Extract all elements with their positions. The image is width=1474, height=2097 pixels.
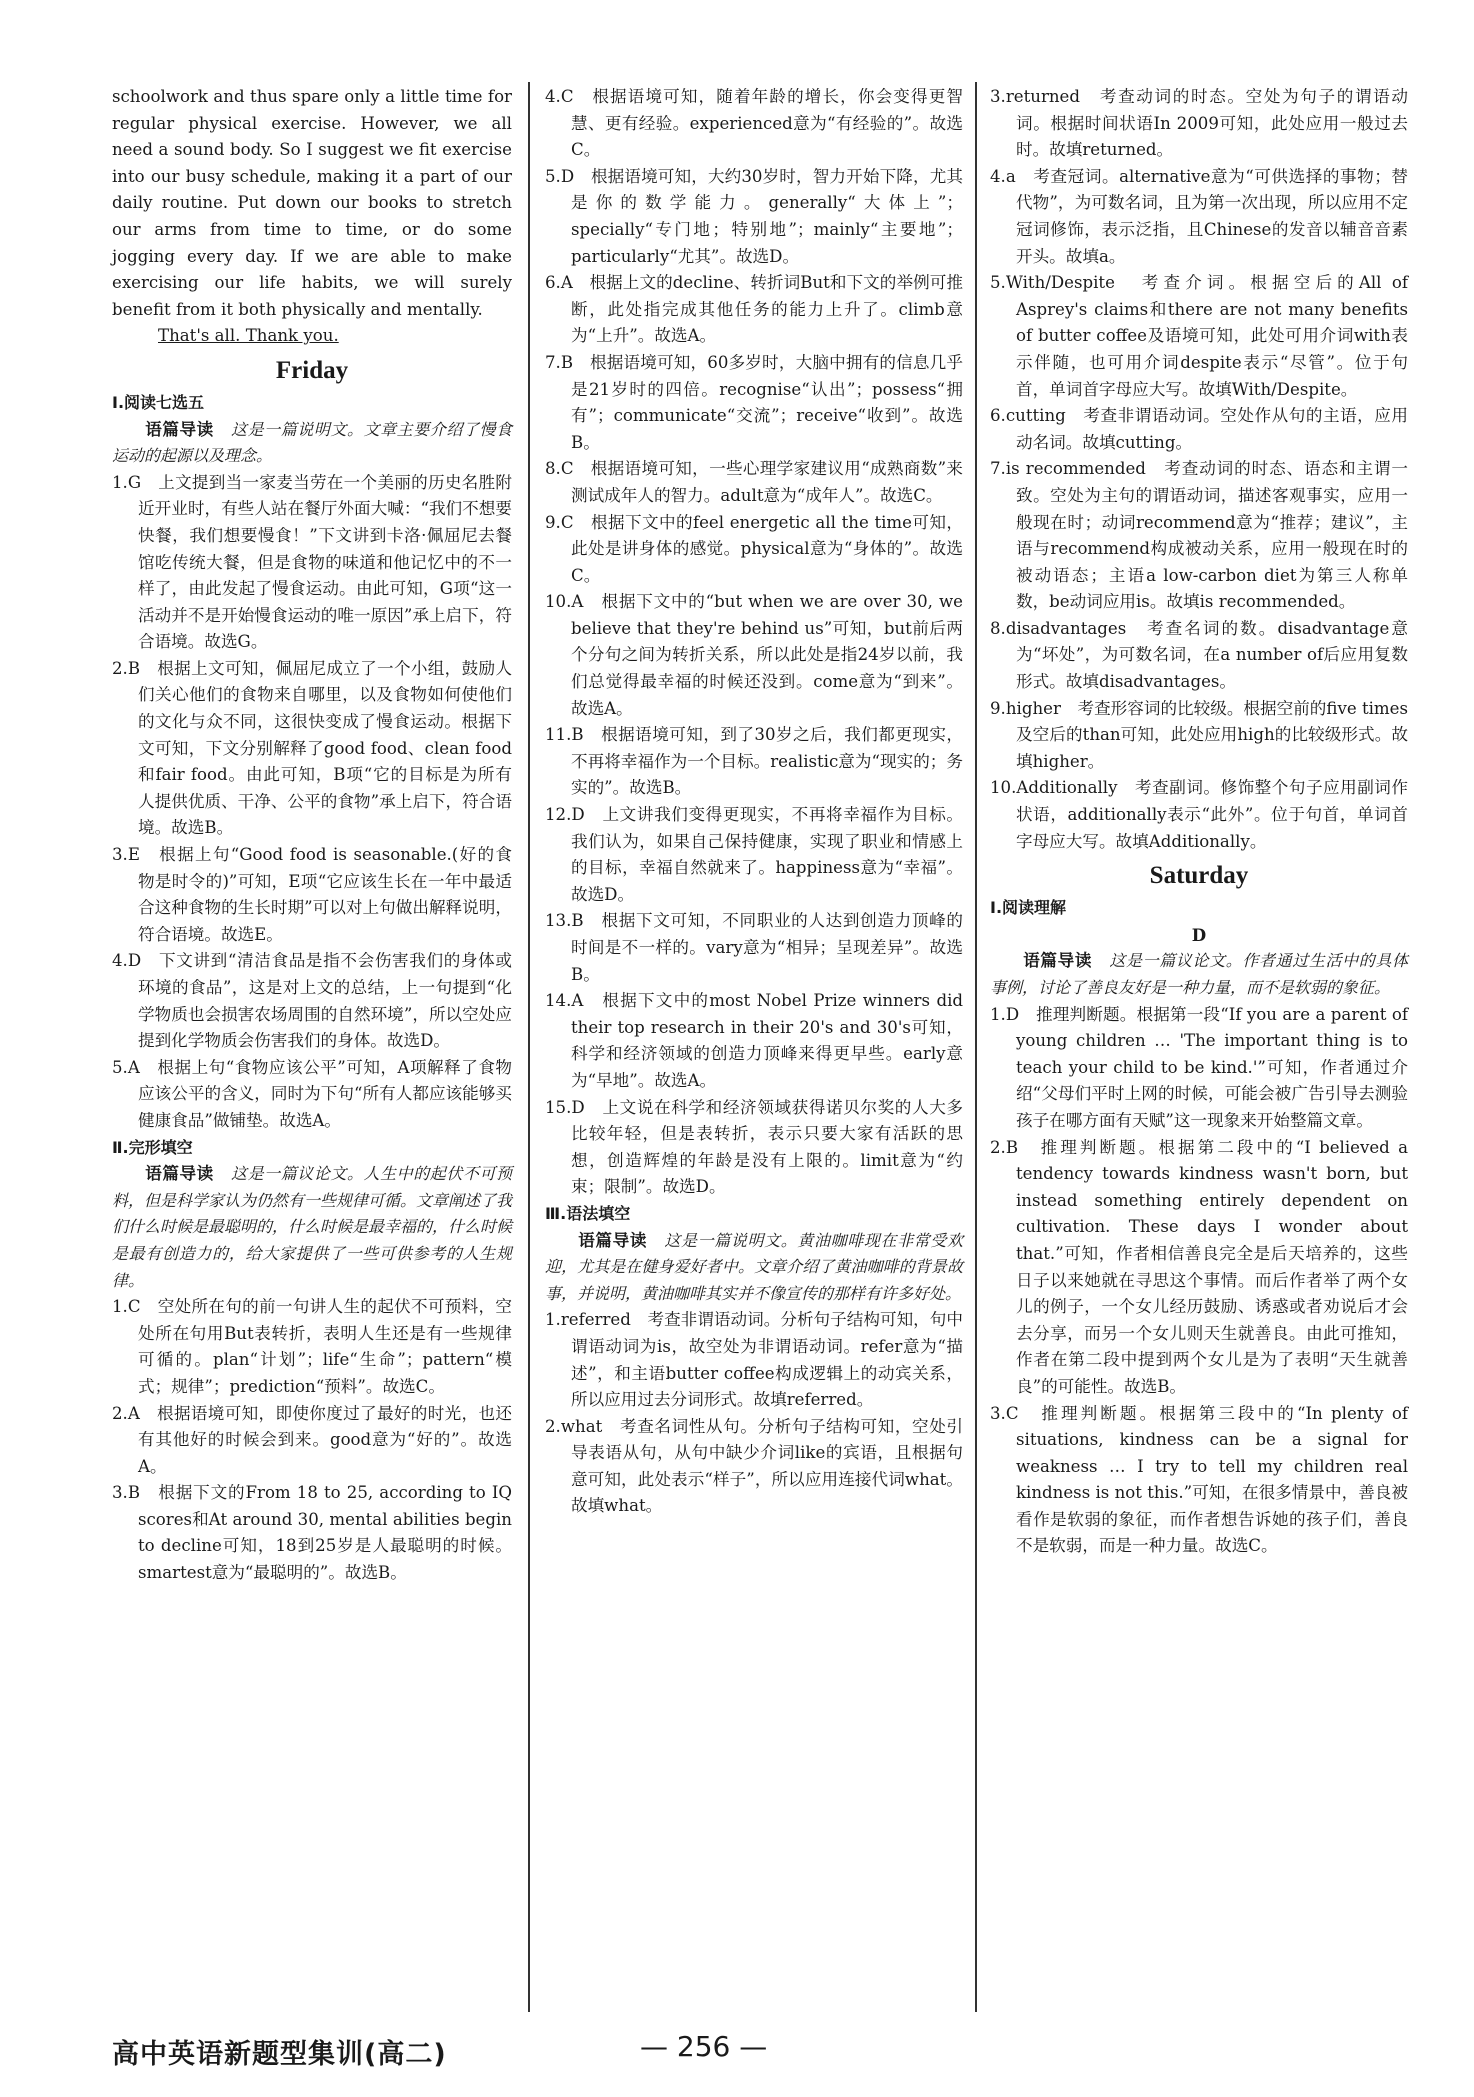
answer-item: 6.A 根据上文的decline、转折词But和下文的举例可推断，此处指完成其他任务的能力上升了。climb意为“上升”。故选A。: [545, 273, 963, 346]
book-title: 高中英语新题型集训(高二): [112, 2039, 447, 2070]
section-heading-reading: Ⅰ.阅读理解: [990, 898, 1067, 918]
column-2: [545, 84, 963, 1520]
answer-item: 11.B 根据语境可知，到了30岁之后，我们都更现实，不再将幸福作为一个目标。realistic意为“现实的；务实的”。故选B。: [545, 725, 963, 798]
section-heading-seven-choose-five: Ⅰ.阅读七选五: [112, 392, 205, 412]
page-number: — 256 —: [640, 2030, 768, 2063]
answer-item: 15.D 上文说在科学和经济领域获得诺贝尔奖的人大多比较年轻，但是表转折，表示只要大家有活跃的思想，创造辉煌的年龄是没有上限的。limit意为“约束；限制”。故选D。: [545, 1097, 963, 1197]
column-1: [112, 84, 512, 1587]
answer-item: 2.what 考查名词性从句。分析句子结构可知，空处引导表语从句，从句中缺少介词like的宾语，且根据句意可知，此处表示“样子”，所以应用连接代词what。故填what。: [545, 1416, 963, 1516]
answer-item: 10.A 根据下文中的“but when we are over 30, we believe that they're behind us”可知，but前后两个分句之间为转折关系，所以此处是指24岁以前，我们总觉得最幸福的时候还没到。come意为“到来”。故选A。: [545, 592, 963, 718]
answer-item: 1.C 空处所在句的前一句讲人生的起伏不可预料，空处所在句用But表转折，表明人生还是有一些规律可循的。plan“计划”；life“生命”；pattern“模式；规律”；prediction“预料”。故选C。: [112, 1297, 512, 1396]
answer-item: 14.A 根据下文中的most Nobel Prize winners did their top research in their 20's and 30's可知，科学和经济领域的创造力顶峰来得更早些。early意为“早地”。故选A。: [545, 991, 963, 1090]
answer-item: 12.D 上文讲我们变得更现实，不再将幸福作为目标。我们认为，如果自己保持健康，实现了职业和情感上的目标，幸福自然就来了。happiness意为“幸福”。故选D。: [545, 805, 963, 904]
answer-item: 2.A 根据语境可知，即使你度过了最好的时光，也还有其他好的时候会到来。good意为“好的”。故选A。: [112, 1403, 512, 1476]
essay-ending: schoolwork and thus spare only a little time for regular physical exercise. However, we all need a sound body. So I suggest we fit exercise into our busy schedule, making it a part of our daily routine. Put down our books to stretch our arms from time to time, or do some jogging every day. If we are able to make exercising our life habits, we will surely benefit from it both physically and mentally.: [112, 87, 512, 319]
passage-guide: 语篇导读 这是一篇说明文。黄油咖啡现在非常受欢迎，尤其是在健身爱好者中。文章介绍了黄油咖啡的背景故事，并说明，黄油咖啡其实并不像宣传的那样有许多好处。: [545, 1230, 963, 1303]
answer-item: 8.disadvantages 考查名词的数。disadvantage意为“坏处”，为可数名词，在a number of后应用复数形式。故填disadvantages。: [990, 618, 1408, 692]
answer-item: 13.B 根据下文可知，不同职业的人达到创造力顶峰的时间是不一样的。vary意为“相异；呈现差异”。故选B。: [545, 911, 963, 984]
answer-item: 7.B 根据语境可知，60多岁时，大脑中拥有的信息几乎是21岁时的四倍。recognise“认出”；possess“拥有”；communicate“交流”；receive“收到”。故选B。: [545, 352, 963, 452]
sign-off: That's all. Thank you.: [158, 326, 339, 346]
answer-item: 1.G 上文提到当一家麦当劳在一个美丽的历史名胜附近开业时，有些人站在餐厅外面大喊：“我们不想要快餐，我们想要慢食！”下文讲到卡洛·佩屈尼去餐馆吃传统大餐，但是食物的味道和他记忆中的不一样了，由此发起了慢食运动。由此可知，G项“这一活动并不是开始慢食运动的唯一原因”承上启下，符合语境。故选G。: [112, 472, 512, 652]
answer-item: 3.returned 考查动词的时态。空处为句子的谓语动词。根据时间状语In 2009可知，此处应用一般过去时。故填returned。: [990, 87, 1408, 160]
answer-item: 10.Additionally 考查副词。修饰整个句子应用副词作状语，additionally表示“此外”。位于句首，单词首字母应大写。故填Additionally。: [990, 778, 1408, 851]
answer-item: 7.is recommended 考查动词的时态、语态和主谓一致。空处为主句的谓语动词，描述客观事实，应用一般现在时；动词recommend意为“推荐；建议”，主语与recommend构成被动关系，应用一般现在时的被动语态；主语a low-carbon diet为第三人称单数，be动词应用is。故填is recommended。: [990, 459, 1408, 612]
answer-item: 6.cutting 考查非谓语动词。空处作从句的主语，应用动名词。故填cutting。: [990, 406, 1408, 452]
answer-item: 3.E 根据上句“Good food is seasonable.(好的食物是时令的)”可知，E项“它应该生长在一年中最适合这种食物的生长时期”可以对上句做出解释说明，符合语境。故选E。: [112, 845, 512, 944]
answer-item: 9.C 根据下文中的feel energetic all the time可知，此处是讲身体的感觉。physical意为“身体的”。故选C。: [545, 512, 963, 585]
answer-item: 1.D 推理判断题。根据第一段“If you are a parent of young children … 'The important thing is to teach your child to be kind.'”可知，作者通过介绍“父母们平时上网的时候，可能会被广告引导去测验孩子在哪方面有天赋”这一现象来开始整篇文章。: [990, 1004, 1408, 1130]
answer-item: 3.C 推理判断题。根据第三段中的“In plenty of situations, kindness can be a signal for weakness … I try to tell my children real kindness is not this.”可知，在很多情景中，善良被看作是软弱的象征，而作者想告诉她的孩子们，善良不是软弱，而是一种力量。故选C。: [990, 1403, 1408, 1556]
answer-item: 5.D 根据语境可知，大约30岁时，智力开始下降，尤其是你的数学能力。generally“大体上”；specially“专门地；特别地”；mainly“主要地”；particularly“尤其”。故选D。: [545, 166, 963, 266]
day-heading-friday: Friday: [275, 356, 349, 384]
answer-item: 5.A 根据上句“食物应该公平”可知，A项解释了食物应该公平的含义，同时为下句“所有人都应该能够买健康食品”做铺垫。故选A。: [112, 1057, 512, 1130]
day-heading-saturday: Saturday: [1149, 862, 1249, 890]
passage-letter: D: [1191, 924, 1207, 945]
section-heading-cloze: Ⅱ.完形填空: [112, 1137, 193, 1157]
answer-item: 3.B 根据下文的From 18 to 25, according to IQ scores和At around 30, mental abilities begin to decline可知，18到25岁是人最聪明的时候。smartest意为“最聪明的”。故选B。: [112, 1483, 512, 1583]
column-divider: [528, 82, 530, 2012]
passage-guide: 语篇导读 这是一篇议论文。人生中的起伏不可预料，但是科学家认为仍然有一些规律可循。文章阐述了我们什么时候是最聪明的，什么时候是最幸福的，什么时候是最有创造力的，给大家提供了一些可供参考的人生规律。: [112, 1164, 513, 1290]
answer-item: 4.a 考查冠词。alternative意为“可供选择的事物；替代物”，为可数名词，且为第一次出现，所以应用不定冠词修饰，表示泛指，且Chinese的发音以辅音音素开头。故填a。: [990, 166, 1408, 266]
answer-item: 1.referred 考查非谓语动词。分析句子结构可知，句中谓语动词为is，故空处为非谓语动词。refer意为“描述”，和主语butter coffee构成逻辑上的动宾关系，所以应用过去分词形式。故填referred。: [545, 1310, 963, 1410]
answer-item: 9.higher 考查形容词的比较级。根据空前的five times及空后的than可知，此处应用high的比较级形式。故填higher。: [990, 698, 1408, 771]
passage-guide: 语篇导读 这是一篇议论文。作者通过生活中的具体事例，讨论了善良友好是一种力量，而不是软弱的象征。: [990, 951, 1408, 997]
answer-item: 4.C 根据语境可知，随着年龄的增长，你会变得更智慧、更有经验。experienced意为“有经验的”。故选C。: [545, 87, 963, 160]
answer-item: 4.D 下文讲到“清洁食品是指不会伤害我们的身体或环境的食品”，这是对上文的总结，上一句提到“化学物质也会损害农场周围的自然环境”，所以空处应提到化学物质会伤害我们的身体。故选D。: [112, 951, 512, 1051]
column-3: [990, 84, 1408, 1560]
answer-item: 2.B 推理判断题。根据第二段中的“I believed a tendency towards kindness wasn't born, but instead something entirely dependent on cultivation. These days I wonder about that.”可知，作者相信善良完全是后天培养的，这些日子以来她就在寻思这个事情。而后作者举了两个女儿的例子，一个女儿经历鼓励、诱惑或者劝说后才会去分享，而另一个女儿则天生就善良。由此可推知，作者在第二段中提到两个女儿是为了表明“天生就善良”的可能性。故选B。: [990, 1137, 1408, 1396]
section-heading-grammar-fill: Ⅲ.语法填空: [545, 1203, 631, 1223]
answer-item: 5.With/Despite 考查介词。根据空后的All of Asprey's claims和there are not many benefits of butter coffee及语境可知，此处可用介词with表示伴随，也可用介词despite表示“尽管”。位于句首，单词首字母应大写。故填With/Despite。: [990, 273, 1408, 399]
passage-guide: 语篇导读 这是一篇说明文。文章主要介绍了慢食运动的起源以及理念。: [112, 419, 513, 466]
answer-item: 2.B 根据上文可知，佩屈尼成立了一个小组，鼓励人们关心他们的食物来自哪里，以及食物如何使他们的文化与众不同，这很快变成了慢食运动。根据下文可知，下文分别解释了good food、clean food和fair food。由此可知，B项“它的目标是为所有人提供优质、干净、公平的食物”承上启下，符合语境。故选B。: [112, 658, 512, 838]
column-divider: [975, 82, 977, 2012]
answer-item: 8.C 根据语境可知，一些心理学家建议用“成熟商数”来测试成年人的智力。adult意为“成年人”。故选C。: [545, 459, 963, 505]
